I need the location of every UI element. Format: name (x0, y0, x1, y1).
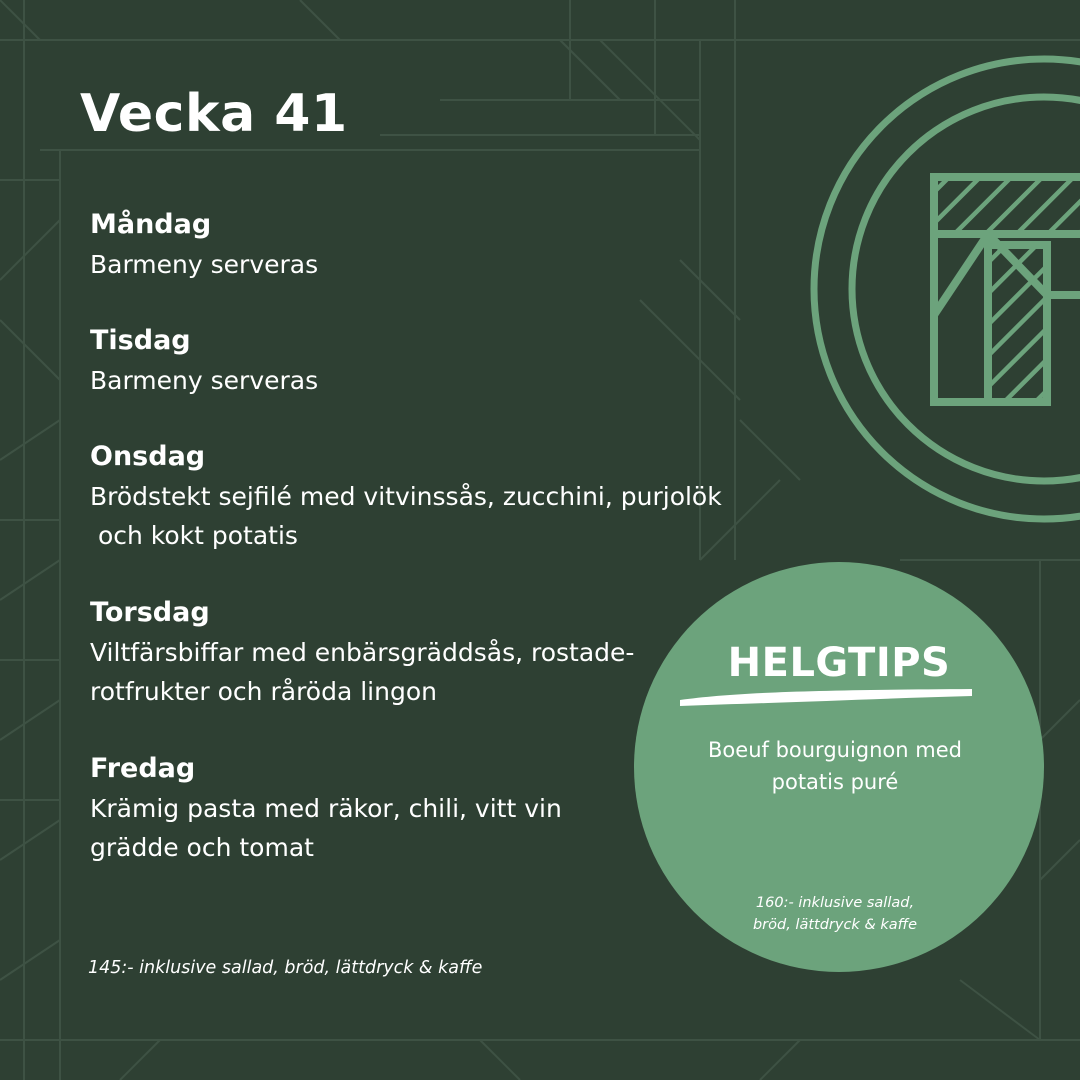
weekend-tip-circle (634, 562, 1044, 972)
weekend-tip-title: HELGTIPS (727, 640, 951, 686)
day-name: Tisdag (90, 325, 191, 356)
weekend-tip-price-note: 160:- inklusive sallad, bröd, lättdryck & kaffe (752, 895, 918, 933)
weekend-tip-dish: Boeuf bourguignon med potatis puré (708, 738, 962, 794)
day-dish: Brödstekt sejfilé med vitvinssås, zucchini, purjolök och kokt potatis (90, 482, 722, 550)
day-name: Onsdag (90, 441, 206, 472)
day-name: Måndag (90, 209, 212, 240)
menu-day-monday (90, 205, 790, 284)
menu-price-note: 145:- inklusive sallad, bröd, lättdryck & kaffe (88, 958, 483, 978)
menu-day-tuesday (90, 321, 790, 400)
day-dish: Krämig pasta med räkor, chili, vitt vin grädde och tomat (90, 794, 562, 862)
day-name: Fredag (90, 753, 196, 784)
day-dish: Viltfärsbiffar med enbärsgräddsås, rostade- rotfrukter och råröda lingon (90, 638, 635, 706)
day-dish: Barmeny serveras (90, 250, 319, 279)
page-title: Vecka 41 (80, 84, 348, 144)
restaurant-logo-icon (788, 55, 1080, 525)
day-dish: Barmeny serveras (90, 366, 319, 395)
menu-day-wednesday (90, 437, 790, 555)
day-name: Torsdag (90, 597, 210, 628)
brush-stroke-icon (678, 686, 974, 708)
